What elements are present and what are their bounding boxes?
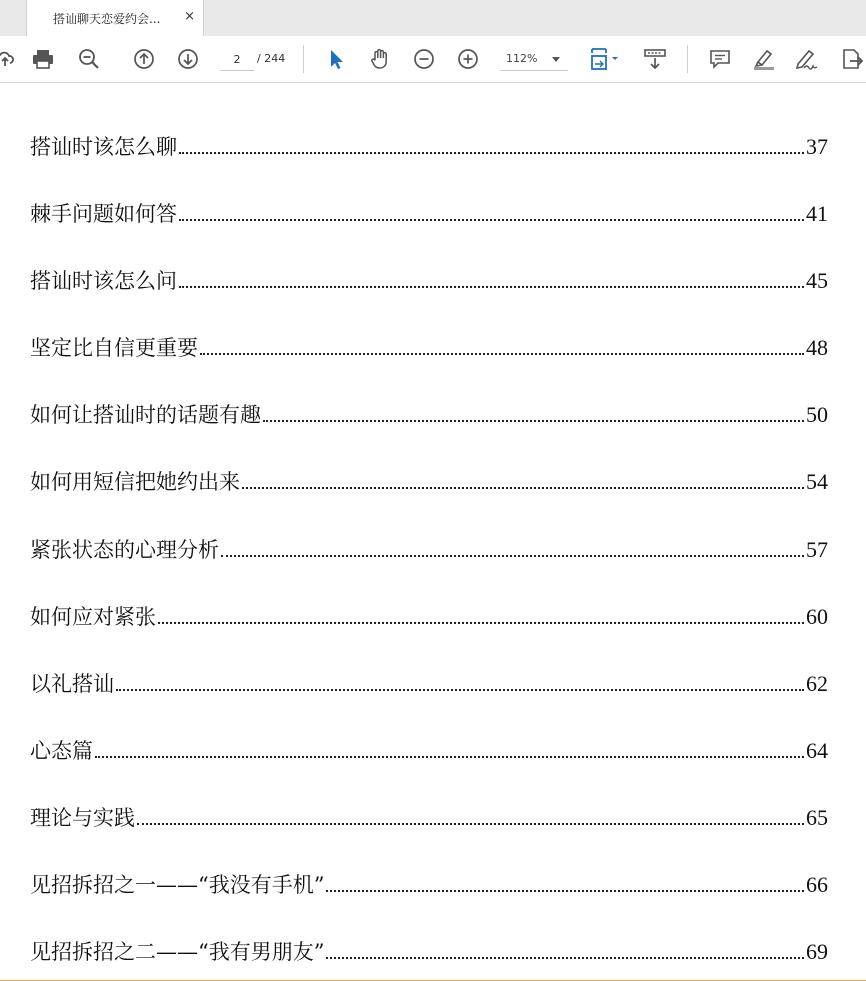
- toc-entry-title: 心态篇: [30, 739, 93, 763]
- select-cursor-icon[interactable]: [323, 46, 349, 72]
- toc-entry-title: 见招拆招之一——“我没有手机”: [30, 873, 325, 897]
- toc-entry-title: 如何应对紧张: [30, 605, 156, 629]
- toc-entry[interactable]: [30, 193, 828, 227]
- page-total: / 244: [257, 52, 286, 65]
- toc-entry-title: 见招拆招之二——“我有男朋友”: [30, 940, 325, 964]
- document-page[interactable]: [0, 83, 866, 980]
- toc-entry-page: 64: [806, 738, 828, 763]
- close-icon[interactable]: ×: [184, 9, 195, 24]
- document-tab[interactable]: [26, 0, 204, 36]
- toc-entry-page: 50: [806, 402, 828, 427]
- toc-entry-page: 65: [806, 805, 828, 830]
- share-icon[interactable]: [840, 46, 866, 72]
- toc-entry-title: 搭讪时该怎么问: [30, 269, 177, 293]
- toc-entry-page: 54: [806, 469, 828, 494]
- toc-entry-page: 60: [806, 604, 828, 629]
- fit-page-icon[interactable]: [586, 46, 622, 72]
- scroll-mode-icon[interactable]: [642, 46, 668, 72]
- tab-bar: [0, 0, 866, 37]
- zoom-out-icon[interactable]: [411, 46, 437, 72]
- zoom-out-magnifier-icon[interactable]: [76, 46, 102, 72]
- toc-entry-page: 41: [806, 201, 828, 226]
- toc-entry[interactable]: [30, 260, 828, 294]
- toolbar-divider: [687, 45, 688, 73]
- toc-entry[interactable]: [30, 327, 828, 361]
- zoom-dropdown[interactable]: [500, 48, 568, 71]
- toc-entry[interactable]: [30, 797, 828, 831]
- toc-entry[interactable]: [30, 730, 828, 764]
- toc-leader-dots: [179, 152, 804, 154]
- toc-entry-title: 棘手问题如何答: [30, 202, 177, 226]
- toc-entry[interactable]: [30, 864, 828, 898]
- toc-leader-dots: [200, 353, 804, 355]
- print-icon[interactable]: [30, 46, 56, 72]
- comment-icon[interactable]: [707, 46, 733, 72]
- toc-entry-title: 坚定比自信更重要: [30, 336, 198, 360]
- toc-entry[interactable]: [30, 663, 828, 697]
- tab-title[interactable]: 搭讪聊天恋爱约会...: [53, 12, 161, 26]
- toc-leader-dots: [263, 420, 804, 422]
- toc-leader-dots: [116, 689, 804, 691]
- hand-tool-icon[interactable]: [367, 46, 393, 72]
- toc-leader-dots: [326, 957, 804, 959]
- toc-leader-dots: [179, 219, 804, 221]
- toc-entry-page: 66: [806, 872, 828, 897]
- chevron-down-icon: [552, 57, 560, 62]
- zoom-value: 112%: [506, 52, 538, 65]
- page-down-icon[interactable]: [175, 46, 201, 72]
- toc-leader-dots: [137, 823, 804, 825]
- toc-entry[interactable]: [30, 126, 828, 160]
- toc-leader-dots: [95, 756, 804, 758]
- toc-entry-title: 以礼搭讪: [30, 672, 114, 696]
- toc-entry-page: 37: [806, 134, 828, 159]
- toc-entry-title: 搭讪时该怎么聊: [30, 135, 177, 159]
- cloud-upload-icon[interactable]: [0, 46, 18, 72]
- toolbar-divider: [303, 45, 304, 73]
- toc-entry-page: 48: [806, 335, 828, 360]
- toc-entry-page: 57: [806, 537, 828, 562]
- page-up-icon[interactable]: [131, 46, 157, 72]
- toc-entry-title: 理论与实践: [30, 806, 135, 830]
- toc-entry-page: 69: [806, 939, 828, 964]
- toc-entry-page: 62: [806, 671, 828, 696]
- toc-entry-title: 如何让搭讪时的话题有趣: [30, 403, 261, 427]
- toc-leader-dots: [326, 890, 804, 892]
- toc-leader-dots: [158, 622, 804, 624]
- page-number-input[interactable]: [220, 48, 254, 71]
- toc-leader-dots: [179, 286, 804, 288]
- toc-leader-dots: [221, 555, 804, 557]
- toc-entry-title: 如何用短信把她约出来: [30, 470, 240, 494]
- toc-entry[interactable]: [30, 931, 828, 965]
- sign-icon[interactable]: [795, 46, 821, 72]
- highlight-icon[interactable]: [751, 46, 777, 72]
- toolbar: [0, 36, 866, 83]
- toc-entry[interactable]: [30, 394, 828, 428]
- toc-leader-dots: [242, 487, 804, 489]
- toc-entry[interactable]: [30, 529, 828, 563]
- toc-entry-page: 45: [806, 268, 828, 293]
- toc-entry-title: 紧张状态的心理分析: [30, 538, 219, 562]
- zoom-in-icon[interactable]: [455, 46, 481, 72]
- toc-entry[interactable]: [30, 596, 828, 630]
- toc-entry[interactable]: [30, 461, 828, 495]
